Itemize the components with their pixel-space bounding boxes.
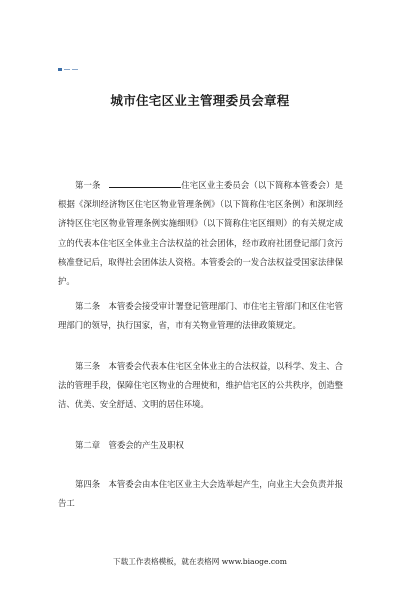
article-1 <box>58 176 343 291</box>
logo-line <box>72 69 78 70</box>
blank-fill-line <box>109 178 181 188</box>
article-4: 第四条 本管委会由本住宅区业主大会选举起产生，向业主大会负责并报告工 <box>58 479 343 509</box>
logo-square <box>58 68 62 71</box>
logo-line <box>64 69 70 70</box>
footer-text: 下载工作表格模板，就在表格网 www.biaoge.com <box>113 557 287 566</box>
document-title: 城市住宅区业主管理委员会章程 <box>110 93 290 108</box>
article-2: 第二条 本管委会接受审计署登记管理部门、市住宅主管部门和区住宅管理部门的领导，执行国家，省，市有关物业管理的法律政策规定。 <box>58 301 343 331</box>
article-1-prefix: 第一条 <box>75 180 101 190</box>
chapter-2-heading: 第二章 管委会的产生及职权 <box>75 440 184 450</box>
article-1-body: 住宅区业主委员会（以下简称本管委会）是根据《深圳经济物区住宅区物业管理条例》（以下简称住宅区条例）和深圳经济特区住宅区物业管理条例实施细则》（以下简称住宅区细则）的有关规定成立的代表本住宅区全体业主合法权益的社会团体，经市政府社团登记部门贪污核准登记后，取得社会团体法人资格。本管委会的一发合法权益受国家法律保护。 <box>58 180 344 287</box>
site-logo-icon <box>58 67 86 72</box>
article-3: 第三条 本管委会代表本住宅区全体业主的合法权益，以科学、发主、合法的管理手段，保障住宅区物业的合理使和，维护信宅区的公共秩序，创造整洁、优美、安全舒适、文明的居住环境。 <box>58 361 343 410</box>
